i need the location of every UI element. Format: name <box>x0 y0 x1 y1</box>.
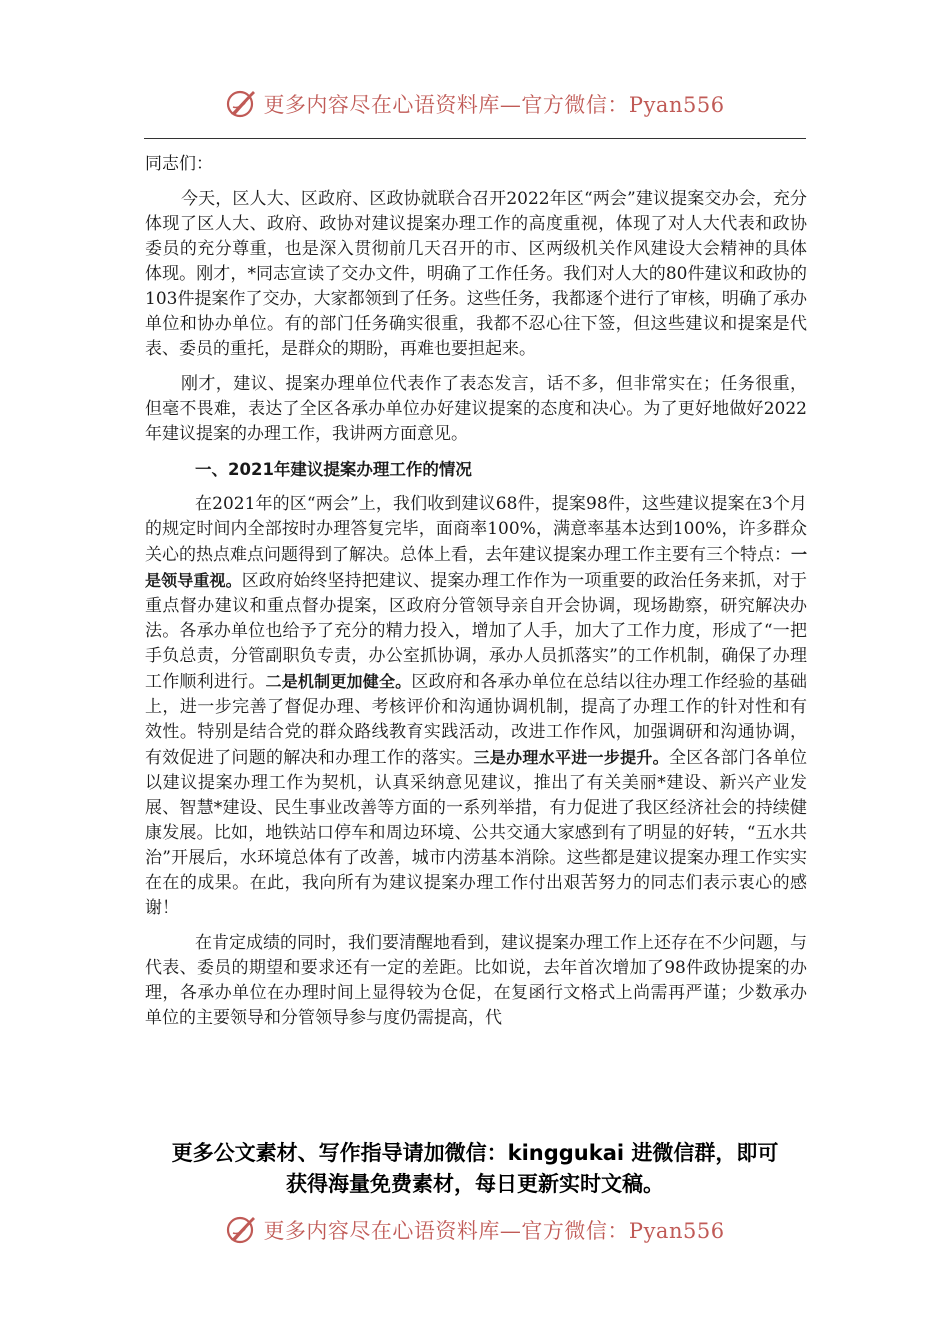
promo-line-1: 更多公文素材、写作指导请加微信：kinggukai 进微信群，即可 <box>171 1141 779 1165</box>
salutation: 同志们： <box>145 154 213 174</box>
promo-notice <box>120 1138 830 1200</box>
paragraph-1: 今天，区人大、区政府、区政协就联合召开2022年区“两会”建议提案交办会，充分体现了区人大、政府、政协对建议提案办理工作的高度重视，体现了对人大代表和政协委员的充分尊重，也是深入贯彻前几天召开的市、区两级机关作风建设大会精神的具体体现。刚才，*同志宣读了交办文件，明确了工作任务。我们对人大的80件建议和政协的103件提案作了交办，大家都领到了任务。这些任务，我都逐个进行了审核，明确了承办单位和协办单位。有的部门任务确实很重，我都不忍心往下签，但这些建议和提案是代表、委员的重托，是群众的期盼，再难也要担起来。 <box>145 189 807 359</box>
header-banner <box>0 82 950 126</box>
section-heading-1: 一、2021年建议提案办理工作的情况 <box>195 460 472 479</box>
paragraph-3 <box>145 492 807 921</box>
p3-bold-3: 三是办理水平进一步提升。 <box>473 748 669 767</box>
footer-banner <box>0 1208 950 1252</box>
paragraph-4: 在肯定成绩的同时，我们要清醒地看到，建议提案办理工作上还存在不少问题，与代表、委员的期望和要求还有一定的差距。比如说，去年首次增加了98件政协提案的办理，各承办单位在办理时间上显得较为仓促，在复函行文格式上尚需再严谨；少数承办单位的主要领导和分管领导参与度仍需提高，代 <box>145 933 807 1028</box>
p3-text-2: 区政府始终坚持把建议、提案办理工作作为一项重要的政治任务来抓，对于重点督办建议和重点督办提案，区政府分管领导亲自开会协调，现场勘察，研究解决办法。各承办单位也给予了充分的精力投入，增加了人手，加大了工作力度，形成了“一把手负总责，分管副职负专责，办公室抓协调，承办人员抓落实”的工作机制，确保了办理工作顺利进行。 <box>145 571 807 692</box>
p3-text-1: 在2021年的区“两会”上，我们收到建议68件，提案98件，这些建议提案在3个月的规定时间内全部按时办理答复完毕，面商率100%，满意率基本达到100%，许多群众关心的热点难点问题得到了解决。总体上看，去年建议提案办理工作主要有三个特点： <box>145 494 807 565</box>
banner-text: 更多内容尽在心语资料库—官方微信：Pyan556 <box>263 93 725 117</box>
pen-logo-icon <box>225 87 259 121</box>
header-divider <box>144 138 806 139</box>
promo-line-2: 获得海量免费素材，每日更新实时文稿。 <box>286 1172 664 1196</box>
p3-bold-1: 一是领导重视。 <box>145 545 808 590</box>
p3-text-4: 全区各部门各单位以建议提案办理工作为契机，认真采纳意见建议，推出了有关美丽*建设、新兴产业发展、智慧*建设、民生事业改善等方面的一系列举措，有力促进了我区经济社会的持续健康发展。比如，地铁站口停车和周边环境、公共交通大家感到有了明显的好转，“五水共治”开展后，水环境总体有了改善，城市内涝基本消除。这些都是建议提案办理工作实实在在的成果。在此，我向所有为建议提案办理工作付出艰苦努力的同志们表示衷心的感谢！ <box>145 748 808 918</box>
p3-bold-2: 二是机制更加健全。 <box>265 672 412 691</box>
document-body <box>145 152 807 1041</box>
banner-text: 更多内容尽在心语资料库—官方微信：Pyan556 <box>263 1219 725 1243</box>
pen-logo-icon <box>225 1213 259 1247</box>
p3-text-3: 区政府和各承办单位在总结以往办理工作经验的基础上，进一步完善了督促办理、考核评价和沟通协调机制，提高了办理工作的针对性和有效性。特别是结合党的群众路线教育实践活动，改进工作作风，加强调研和沟通协调，有效促进了问题的解决和办理工作的落实。 <box>145 672 808 768</box>
paragraph-2: 刚才，建议、提案办理单位代表作了表态发言，话不多，但非常实在；任务很重，但毫不畏难，表达了全区各承办单位办好建议提案的态度和决心。为了更好地做好2022年建议提案的办理工作，我讲两方面意见。 <box>145 374 807 444</box>
